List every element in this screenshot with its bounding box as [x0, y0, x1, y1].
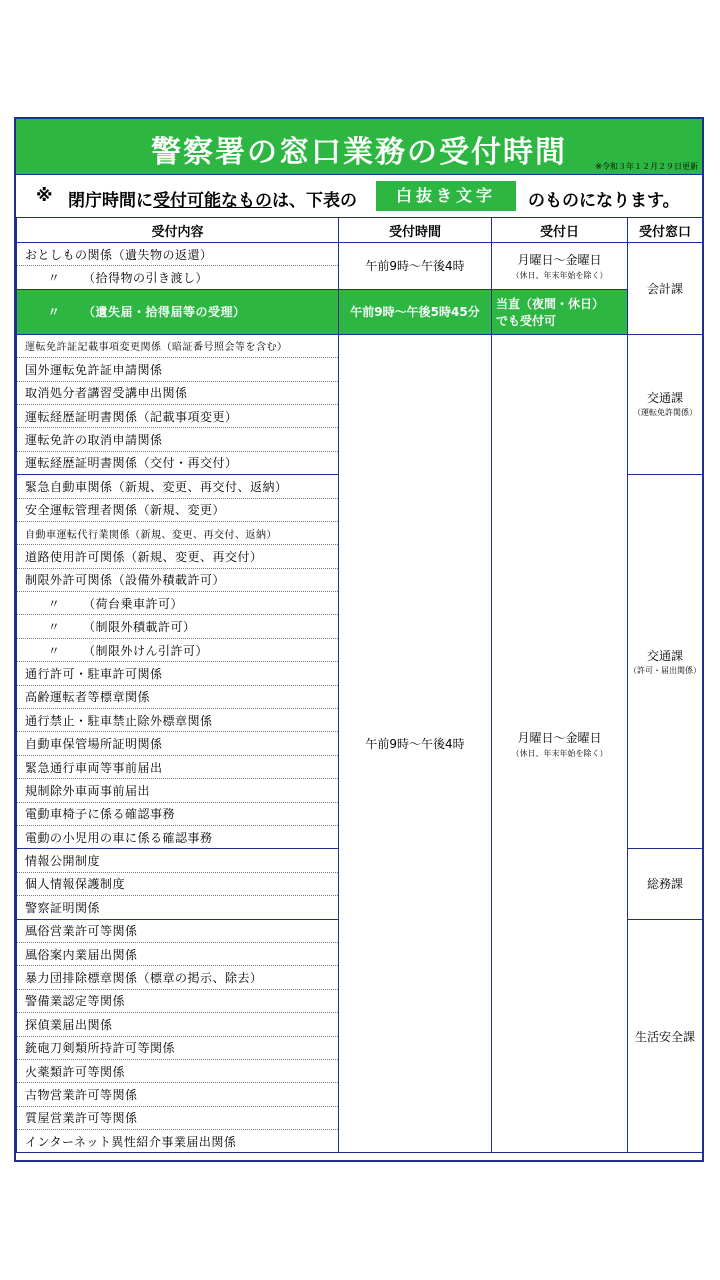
list-item: 個人情報保護制度 [17, 872, 339, 895]
reception-hours-sheet [14, 117, 704, 1162]
list-item: 緊急自動車関係（新規、変更、再交付、返納） [17, 475, 339, 498]
list-item: 運転免許の取消申請関係 [17, 428, 339, 451]
list-item: 電動車椅子に係る確認事務 [17, 802, 339, 825]
list-item: インターネット異性紹介事業届出関係 [17, 1130, 339, 1153]
list-item: 〃 （制限外けん引許可） [17, 638, 339, 661]
main-days: 月曜日～金曜日 （休日、年末年始を除く） [492, 334, 628, 1153]
table-row [17, 334, 703, 357]
list-item: 〃 （荷台乗車許可） [17, 592, 339, 615]
item-lost-property-return: おとしもの関係（遺失物の返還） [17, 243, 339, 266]
window-traffic-permits: 交通課 （許可・届出関係） [628, 475, 703, 849]
header-window: 受付窓口 [628, 218, 703, 243]
list-item: 規制除外車両事前届出 [17, 779, 339, 802]
list-item: 通行許可・駐車許可関係 [17, 662, 339, 685]
list-item: 国外運転免許証申請関係 [17, 358, 339, 381]
list-item: 取消処分者講習受講申出関係 [17, 381, 339, 404]
list-item: 運転免許証記載事項変更関係（暗証番号照会等を含む） [17, 334, 339, 357]
list-item: 緊急通行車両等事前届出 [17, 755, 339, 778]
header-hours: 受付時間 [339, 218, 492, 243]
list-item: 通行禁止・駐車禁止除外標章関係 [17, 709, 339, 732]
main-hours: 午前9時～午後4時 [339, 334, 492, 1153]
window-community-safety: 生活安全課 [628, 919, 703, 1153]
hours-lost-property: 午前9時～午後4時 [339, 243, 492, 290]
list-item: 安全運転管理者関係（新規、変更） [17, 498, 339, 521]
list-item: 質屋営業許可等関係 [17, 1106, 339, 1129]
list-item: 風俗営業許可等関係 [17, 919, 339, 942]
days-lost-property: 月曜日～金曜日 （休日、年末年始を除く） [492, 243, 628, 290]
table-header-row [17, 218, 703, 243]
item-found-property: 〃 （拾得物の引き渡し） [17, 266, 339, 289]
updated-date: ※令和３年１２月２９日更新 [595, 162, 698, 171]
list-item: 情報公開制度 [17, 849, 339, 872]
list-item: 風俗案内業届出関係 [17, 942, 339, 965]
notice-mark: ※ [36, 186, 53, 206]
list-item: 道路使用許可関係（新規、変更、再交付） [17, 545, 339, 568]
list-item: 運転経歴証明書関係（記載事項変更） [17, 404, 339, 427]
list-item: 探偵業届出関係 [17, 1013, 339, 1036]
window-general-affairs: 総務課 [628, 849, 703, 919]
notice-text: 閉庁時間に受付可能なものは、下表の [68, 191, 357, 211]
days-after-hours: 当直（夜間・休日） でも受付可 [492, 289, 628, 334]
list-item: 警察証明関係 [17, 896, 339, 919]
list-item: 古物営業許可等関係 [17, 1083, 339, 1106]
white-text-badge: 白抜き文字 [376, 181, 516, 211]
item-lost-report: 〃 （遺失届・拾得届等の受理） [17, 289, 339, 334]
list-item: 火薬類許可等関係 [17, 1059, 339, 1082]
table-row-after-hours [17, 289, 703, 334]
page-title: 警察署の窓口業務の受付時間 [151, 135, 567, 170]
list-item: 銃砲刀剣類所持許可等関係 [17, 1036, 339, 1059]
header-days: 受付日 [492, 218, 628, 243]
hours-after-hours: 午前9時～午後5時45分 [339, 289, 492, 334]
header-content: 受付内容 [17, 218, 339, 243]
window-traffic-license: 交通課 （運転免許関係） [628, 334, 703, 474]
list-item: 制限外許可関係（設備外積載許可） [17, 568, 339, 591]
list-item: 〃 （制限外積載許可） [17, 615, 339, 638]
reception-table [16, 218, 703, 1153]
window-accounting: 会計課 [628, 243, 703, 335]
list-item: 警備業認定等関係 [17, 989, 339, 1012]
list-item: 高齢運転者等標章関係 [17, 685, 339, 708]
notice-suffix: のものになります。 [528, 191, 680, 211]
notice-underlined: 受付可能なもの [153, 191, 272, 211]
after-hours-notice [16, 175, 702, 218]
list-item: 自動車運転代行業関係（新規、変更、再交付、返納） [17, 521, 339, 544]
table-row [17, 243, 703, 266]
list-item: 暴力団排除標章関係（標章の掲示、除去） [17, 966, 339, 989]
title-bar [16, 119, 702, 175]
list-item: 運転経歴証明書関係（交付・再交付） [17, 451, 339, 474]
list-item: 自動車保管場所証明関係 [17, 732, 339, 755]
list-item: 電動の小児用の車に係る確認事務 [17, 825, 339, 848]
